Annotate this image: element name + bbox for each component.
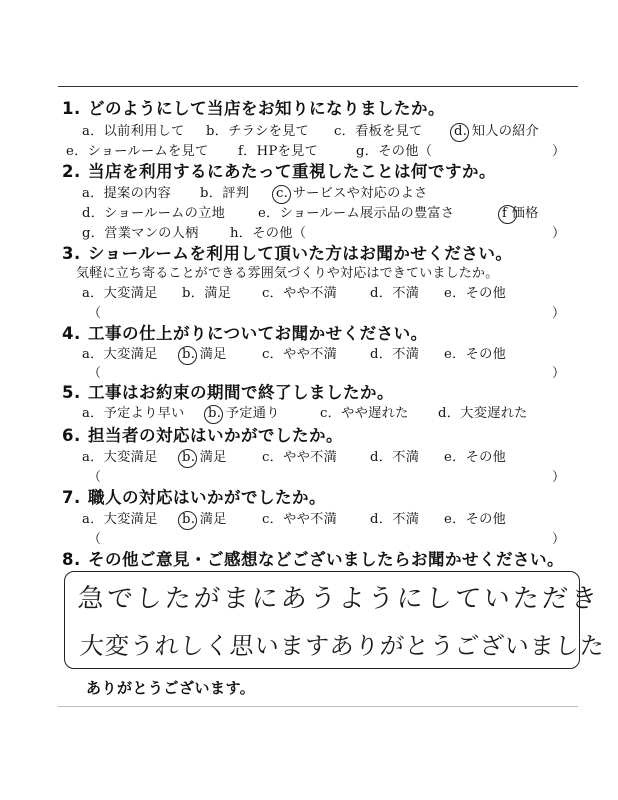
q1-option-e: e．ショールームを見て bbox=[66, 144, 209, 159]
q2-option-c-circled: c. bbox=[276, 186, 289, 201]
question-8-title: その他ご意見・ご感想などございましたらお聞かせください。 bbox=[88, 550, 564, 569]
q2-option-h: h．その他（ bbox=[230, 226, 307, 241]
q3-open-paren: （ bbox=[88, 306, 102, 321]
q6-open-paren: （ bbox=[88, 470, 102, 485]
question-2-title: 当店を利用するにあたって重視したことは何ですか。 bbox=[88, 162, 496, 181]
q1-option-f: f．HPを見て bbox=[238, 144, 319, 159]
q1-close-paren: ） bbox=[552, 144, 566, 159]
handwritten-comment-line-2: 大変うれしく思いますありがとうございました bbox=[78, 632, 606, 660]
q2-option-d: d．ショールームの立地 bbox=[82, 206, 226, 221]
question-8: 8. その他ご意見・ご感想などございましたらお聞かせください。 bbox=[62, 550, 564, 569]
q5-option-a: a．予定より早い bbox=[82, 406, 185, 421]
handwritten-comment-line-1: 急でしたがまにあうようにしていただき bbox=[76, 584, 601, 614]
q3-option-a: a．大変満足 bbox=[82, 286, 158, 301]
question-3-title: ショールームを利用して頂いた方はお聞かせください。 bbox=[88, 244, 513, 263]
question-6: 6. 担当者の対応はいかがでしたか。 bbox=[62, 426, 343, 445]
q3-option-d: d．不満 bbox=[370, 286, 420, 301]
question-4-title: 工事の仕上がりについてお聞かせください。 bbox=[88, 324, 428, 343]
q7-option-d: d．不満 bbox=[370, 512, 420, 527]
q4-option-d: d．不満 bbox=[370, 347, 420, 362]
top-rule bbox=[58, 86, 578, 87]
q7-option-c: c．やや不満 bbox=[262, 512, 338, 527]
closing-thanks: ありがとうございます。 bbox=[86, 679, 256, 697]
q4-option-a: a．大変満足 bbox=[82, 347, 158, 362]
question-2: 2. 当店を利用するにあたって重視したことは何ですか。 bbox=[62, 162, 496, 181]
q6-close-paren: ） bbox=[552, 470, 566, 485]
question-6-title: 担当者の対応はいかがでしたか。 bbox=[88, 426, 343, 445]
q2-option-e: e．ショールーム展示品の豊富さ bbox=[258, 206, 455, 221]
q1-option-d: d. 知人の紹介 bbox=[454, 124, 540, 139]
q2-option-g: g．営業マンの人柄 bbox=[82, 226, 199, 241]
q4-option-b-circled: b. bbox=[182, 347, 196, 362]
q6-option-d: d．不満 bbox=[370, 450, 420, 465]
question-1-title: どのようにして当店をお知りになりましたか。 bbox=[88, 99, 445, 118]
q4-option-b: b. 満足 bbox=[182, 347, 227, 362]
q5-option-c: c．やや遅れた bbox=[320, 406, 409, 421]
q6-option-e: e．その他 bbox=[444, 450, 507, 465]
question-4: 4. 工事の仕上がりについてお聞かせください。 bbox=[62, 324, 428, 343]
question-7: 7. 職人の対応はいかがでしたか。 bbox=[62, 488, 326, 507]
q6-option-a: a．大変満足 bbox=[82, 450, 158, 465]
q6-option-b-circled: b. bbox=[182, 450, 196, 465]
q7-option-b: b. 満足 bbox=[182, 512, 227, 527]
q2-option-c: c. サービスや対応のよさ bbox=[276, 186, 428, 201]
q7-option-b-circled: b. bbox=[182, 512, 196, 527]
q7-open-paren: （ bbox=[88, 532, 102, 547]
q3-option-c: c．やや不満 bbox=[262, 286, 338, 301]
q3-option-e: e．その他 bbox=[444, 286, 507, 301]
q1-option-a: a．以前利用して bbox=[82, 124, 185, 139]
q2-option-b: b．評判 bbox=[200, 186, 250, 201]
q1-option-b: b．チラシを見て bbox=[206, 124, 310, 139]
q2-option-a: a．提案の内容 bbox=[82, 186, 172, 201]
q3-note: 気軽に立ち寄ることができる雰囲気づくりや対応はできていましたか。 bbox=[76, 266, 499, 281]
q4-close-paren: ） bbox=[552, 366, 566, 381]
q7-close-paren: ） bbox=[552, 532, 566, 547]
q3-option-b: b．満足 bbox=[182, 286, 232, 301]
q6-option-c: c．やや不満 bbox=[262, 450, 338, 465]
q4-option-c: c．やや不満 bbox=[262, 347, 338, 362]
question-3: 3. ショールームを利用して頂いた方はお聞かせください。 bbox=[62, 244, 513, 263]
question-5: 5. 工事はお約束の期間で終了しましたか。 bbox=[62, 383, 394, 402]
q7-option-a: a．大変満足 bbox=[82, 512, 158, 527]
bottom-rule bbox=[58, 706, 578, 707]
question-1: 1. どのようにして当店をお知りになりましたか。 bbox=[62, 99, 445, 118]
q5-option-b: b. 予定通り bbox=[208, 406, 280, 421]
q4-open-paren: （ bbox=[88, 366, 102, 381]
q4-option-e: e．その他 bbox=[444, 347, 507, 362]
q7-option-e: e．その他 bbox=[444, 512, 507, 527]
q2-option-f: f 価格 bbox=[502, 206, 539, 221]
q1-option-c: c．看板を見て bbox=[334, 124, 423, 139]
q3-close-paren: ） bbox=[552, 306, 566, 321]
q5-option-d: d．大変遅れた bbox=[438, 406, 528, 421]
q1-option-g: g．その他（ bbox=[356, 144, 433, 159]
q2-close-paren: ） bbox=[552, 226, 566, 241]
q5-option-b-circled: b. bbox=[208, 406, 222, 421]
q2-option-f-circled: f bbox=[502, 206, 508, 221]
q6-option-b: b. 満足 bbox=[182, 450, 227, 465]
q1-option-d-circled: d. bbox=[454, 124, 468, 139]
question-5-title: 工事はお約束の期間で終了しましたか。 bbox=[88, 383, 394, 402]
question-7-title: 職人の対応はいかがでしたか。 bbox=[88, 488, 326, 507]
